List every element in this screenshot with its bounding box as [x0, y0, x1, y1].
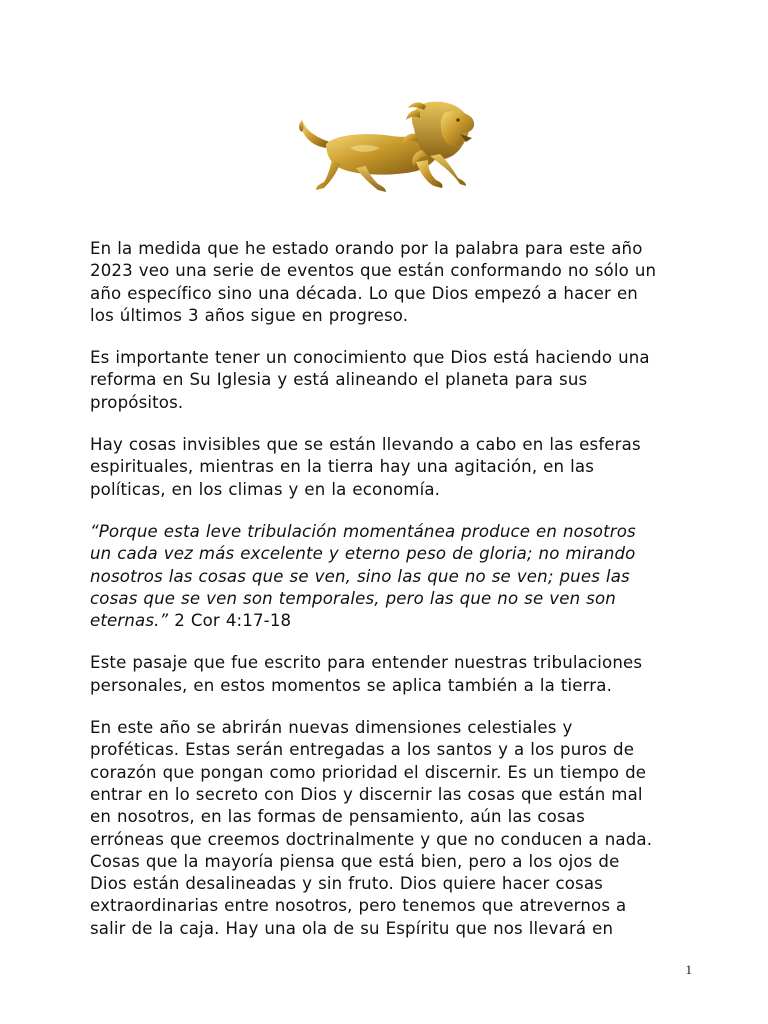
page-number: 1: [685, 962, 692, 977]
paragraph-3: Hay cosas invisibles que se están llevando a cabo en las esferas espirituales, mientras en la tierra hay una agitación, en las políticas, en los climas y en la economía.: [90, 435, 641, 499]
document-body: [90, 238, 690, 960]
paragraph-5: Este pasaje que fue escrito para entender nuestras tribulaciones personales, en estos momentos se aplica también a la tierra.: [90, 653, 643, 695]
paragraph-6: En este año se abrirán nuevas dimensiones celestiales y proféticas. Estas serán entregadas a los santos y a los puros de corazón que pongan como prioridad el discernir. Es un tiempo de entrar en lo secreto con Dios y discernir las cosas que están mal en nosotros, en las formas de pensamiento, aún las cosas erróneas que creemos doctrinalmente y que no conducen a nada. Cosas que la mayoría piensa que está bien, pero a los ojos de Dios están desalineadas y sin fruto. Dios quiere hacer cosas extraordinarias entre nosotros, pero tenemos que atrevernos a salir de la caja. Hay una ola de su Espíritu que nos llevará en: [90, 718, 653, 938]
paragraph-1: En la medida que he estado orando por la palabra para este año 2023 veo una serie de eventos que están conformando no sólo un año específico sino una década. Lo que Dios empezó a hacer en los últimos 3 años sigue en progreso.: [90, 239, 657, 325]
quote-reference: 2 Cor 4:17-18: [174, 611, 292, 631]
bible-quote: “Porque esta leve tribulación momentánea produce en nosotros un cada vez más excelente y eterno peso de gloria; no mirando nosotros las cosas que se ven, sino las que no se ven; pues las cosas que se ven son temporales, pero las que no se ven son eternas.” 2 Cor 4:17-18: [90, 521, 636, 631]
golden-lion-graphic: [296, 98, 478, 198]
golden-lion-icon: [296, 98, 478, 198]
paragraph-2: Es importante tener un conocimiento que Dios está haciendo una reforma en Su Iglesia y está alineando el planeta para sus propósitos.: [90, 348, 650, 412]
